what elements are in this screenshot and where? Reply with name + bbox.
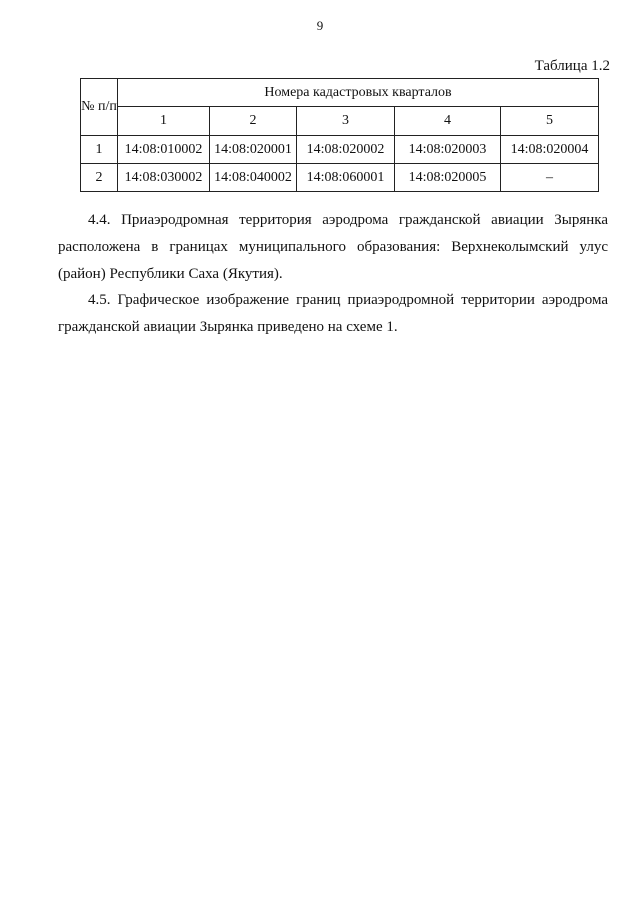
table-column-number-row <box>81 107 599 136</box>
table-caption: Таблица 1.2 <box>534 58 610 74</box>
column-number-5: 5 <box>501 107 599 136</box>
page-number: 9 <box>316 18 324 33</box>
column-number-4: 4 <box>395 107 501 136</box>
cadastral-quarters-table <box>80 78 599 192</box>
table-cell: 14:08:030002 <box>118 164 210 192</box>
table-cell: 14:08:060001 <box>297 164 395 192</box>
paragraph-4-4: 4.4. Приаэродромная территория аэродрома гражданской авиации Зырянка расположена в границах муниципального образования: Верхнеколымский улус (район) Республики Саха (Якутия). <box>58 212 608 282</box>
table-row <box>81 136 599 164</box>
table-row <box>81 164 599 192</box>
table-cell: 14:08:020004 <box>501 136 599 164</box>
table-cell: 14:08:020002 <box>297 136 395 164</box>
column-number-2: 2 <box>210 107 297 136</box>
paragraph-4-5: 4.5. Графическое изображение границ приаэродромной территории аэродрома гражданской авиации Зырянка приведено на схеме 1. <box>58 292 608 335</box>
table-cell: 14:08:020003 <box>395 136 501 164</box>
table-cell: – <box>501 164 599 192</box>
column-number-3: 3 <box>297 107 395 136</box>
table-cell: 14:08:020005 <box>395 164 501 192</box>
table-cell: 14:08:040002 <box>210 164 297 192</box>
row-number: 1 <box>81 136 118 164</box>
row-number: 2 <box>81 164 118 192</box>
table-cell: 14:08:020001 <box>210 136 297 164</box>
header-cadastral-quarters: Номера кадастровых кварталов <box>118 79 599 107</box>
column-number-1: 1 <box>118 107 210 136</box>
table-cell: 14:08:010002 <box>118 136 210 164</box>
header-row-number: № п/п <box>81 79 118 136</box>
table-header-row <box>81 79 599 107</box>
